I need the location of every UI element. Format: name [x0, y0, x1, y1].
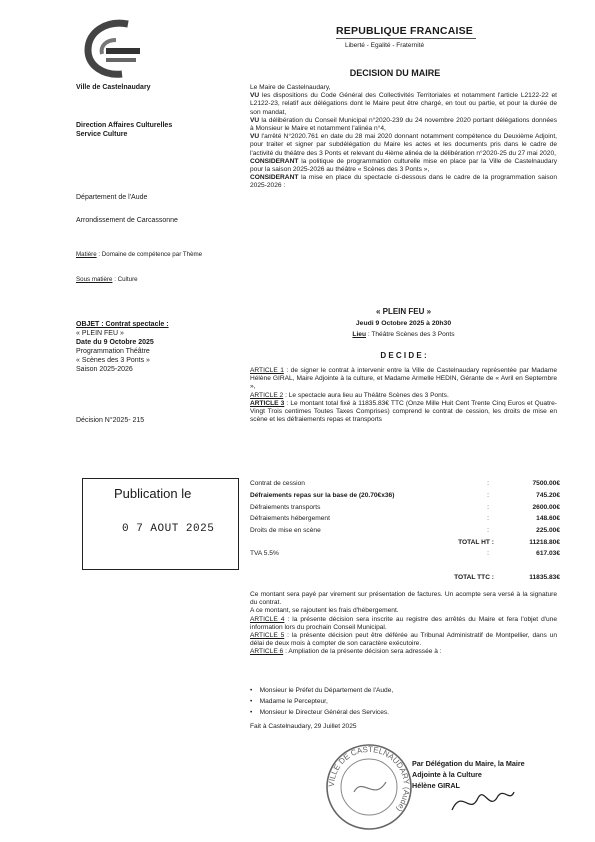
document-title: DECISION DU MAIRE: [349, 68, 441, 78]
show-title: « PLEIN FEU »: [375, 307, 432, 316]
place-date: Fait à Castelnaudary, 29 Juillet 2025: [250, 723, 357, 730]
recipients-list: [250, 685, 393, 718]
department: Département de l'Aude: [76, 194, 148, 201]
municipality-name: Ville de Castelnaudary: [76, 84, 151, 91]
stamp-text: VILLE DE CASTELNAUDARY (Aude): [326, 744, 412, 814]
table-row: TOTAL HT : 11218.80€: [458, 538, 560, 546]
table-row: Droits de mise en scène : 225.00€: [250, 527, 560, 535]
direction-name: Direction Affaires Culturelles: [76, 122, 173, 129]
official-stamp: [324, 742, 414, 832]
show-venue: Lieu : Théâtre Scènes des 3 Ponts: [352, 331, 455, 338]
table-row: Défraiements repas sur la base de (20.70€x36) : 745.20€: [250, 492, 560, 500]
matiere: Matière : Domaine de compétence par Thème: [76, 251, 203, 258]
show-date: Jeudi 9 Octobre 2025 à 20h30: [355, 320, 452, 327]
publication-date: 0 7 AOUT 2025: [122, 523, 215, 535]
table-row: [250, 560, 560, 572]
table-row: TVA 5.5% : 617.03€: [250, 550, 560, 558]
arrondissement: Arrondissement de Carcassonne: [76, 217, 178, 224]
handwritten-signature: [448, 782, 518, 822]
table-row: Défraiements hébergement : 148.60€: [250, 515, 560, 523]
signature-block: Par Délégation du Maire, la Maire Adjointe à la Culture Hélène GIRAL: [412, 759, 525, 790]
list-item: • Monsieur le Préfet du Département de l'Aude,: [250, 687, 394, 694]
decision-number: Décision N°2025- 215: [76, 417, 145, 424]
service-name: Service Culture: [76, 131, 128, 138]
publication-label: Publication le: [114, 486, 192, 501]
table-row: TOTAL TTC : 11835.83€: [454, 573, 560, 581]
svg-text:VILLE DE CASTELNAUDARY (Aude): [327, 745, 411, 814]
articles-1-3: ARTICLE 1 : de signer le contrat à intervenir entre la Ville de Castelnaudary représentée par Madame Hélène GIRAL, Maire Adjointe à la culture, et Madame Armelle HEDIN, Gérante de « Avril en Septembre », ARTICLE 2 : Le spectacle aura lieu au Théâtre Scènes des 3 Ponts. ARTICLE 3 : Le montant total fixé à 11835.83€ TTC (Onze Mille Huit Cent Trente Cinq Euros et Quatre-Vingt Trois centimes Toutes Taxes Comprises) comprend le contrat de cession, les droits de mise en scène et les défraiements repas et transports: [250, 367, 557, 424]
cost-breakdown-table: [250, 478, 560, 583]
list-item: • Madame le Percepteur,: [250, 698, 328, 705]
table-row: Contrat de cession : 7500.00€: [250, 480, 560, 488]
objet-block: OBJET : Contrat spectacle : « PLEIN FEU » Date du 9 Octobre 2025 Programmation Théâtre « Scènes des 3 Ponts » Saison 2025-2026: [76, 321, 169, 373]
header-divider: [336, 38, 476, 39]
articles-4-6: Ce montant sera payé par virement sur présentation de factures. Un acompte sera versé à la signature du contrat. A ce montant, se rajoutent les frais d'hébergement. ARTICLE 4 : la présente décision sera inscrite au registre des arrêtés du Maire et fera l'objet d'une information lors du prochain Conseil Municipal. ARTICLE 5 : la présente décision peut être déférée au Tribunal Administratif de Montpellier, dans un délai de deux mois à compter de son caractère exécutoire. ARTICLE 6 : Ampliation de la présente décision sera adressée à :: [250, 591, 557, 656]
decide-heading: D E C I D E :: [380, 351, 427, 360]
decision-preamble: Le Maire de Castelnaudary, VU les dispositions du Code Général des Collectivités Territoriales et notamment l'article L2122-22 et L2122-23, relatif aux délégations dont le Maire peut être chargé, en tout ou partie, et pour la durée de son mandat, VU la délibération du Conseil Municipal n°2020-239 du 24 novembre 2020 portant délégations données à Monsieur le Maire et notamment l'alinéa n°4, VU l'arrêté N°2020.761 en date du 28 mai 2020 donnant notamment compétence du Deuxième Adjoint, pour traiter et signer par subdélégation du Maire les actes et les documents pris dans le cadre de l'activité du théâtre des 3 Ponts et relevant du 4ième alinéa de la délibération n°2020-25 du 27 mai 2020, CONSIDERANT la politique de programmation culturelle mise en place par la Ville de Castelnaudary pour la saison 2025-2026 au théâtre « Scènes des 3 Ponts », CONSIDERANT la mise en place du spectacle ci-dessous dans le cadre de la programmation saison 2025-2026 :: [250, 84, 557, 190]
table-row: Défraiements transports : 2600.00€: [250, 503, 560, 511]
country-title: REPUBLIQUE FRANCAISE: [336, 25, 474, 37]
list-item: • Monsieur le Directeur Général des Services.: [250, 709, 390, 716]
sous-matiere: Sous matière : Culture: [76, 276, 138, 283]
national-motto: Liberté - Egalité - Fraternité: [345, 42, 425, 49]
